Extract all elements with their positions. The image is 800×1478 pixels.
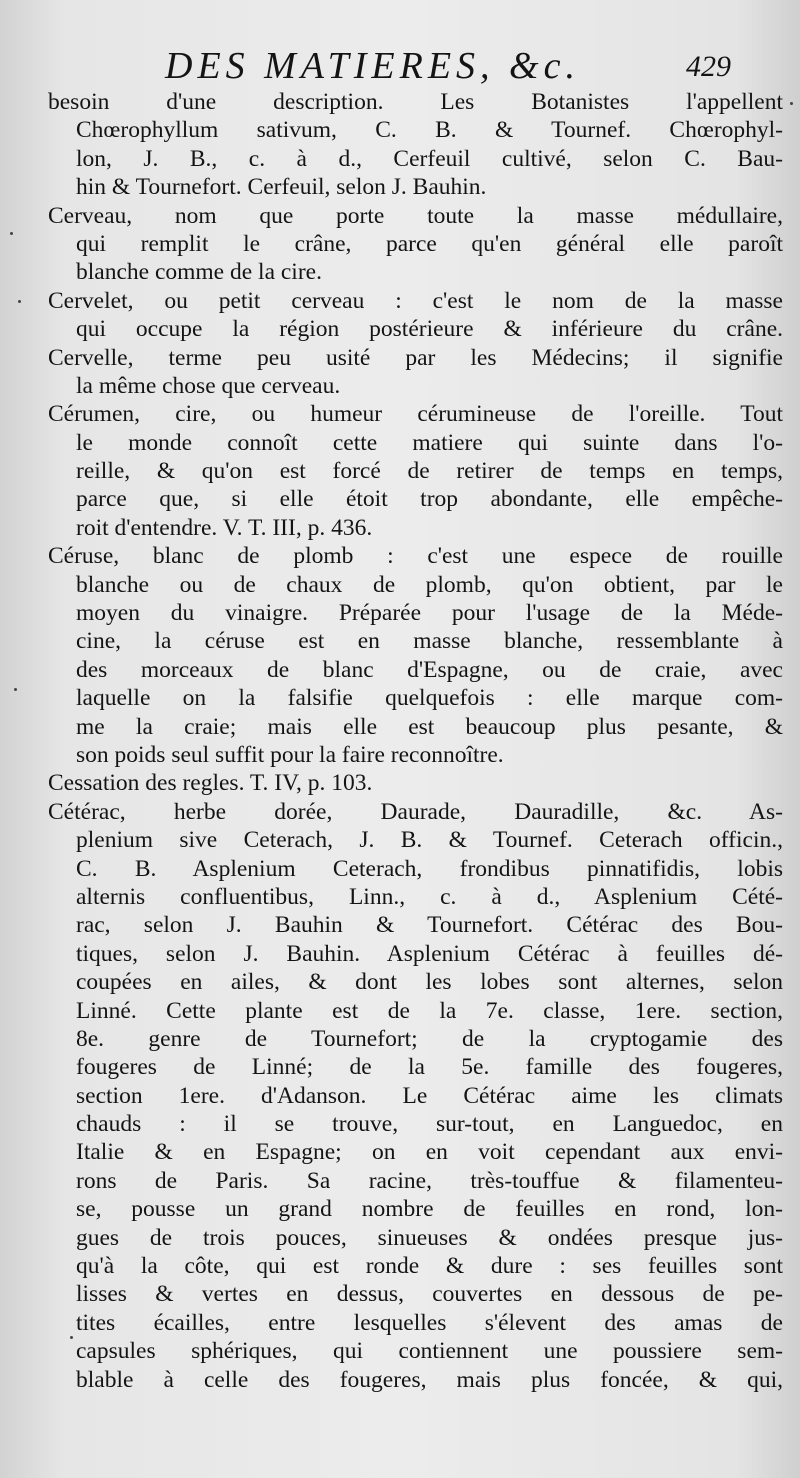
text-line: se, pousse un grand nombre de feuilles en rond, lon- bbox=[76, 1196, 783, 1223]
text-line: Cérumen, cire, ou humeur cérumineuse de l'oreille. Tout bbox=[48, 401, 783, 428]
text-line: lisses & vertes en dessus, couvertes en dessous de pe- bbox=[76, 1281, 783, 1308]
text-line: Italie & en Espagne; on en voit cependant aux envi- bbox=[76, 1139, 783, 1166]
running-header bbox=[0, 44, 800, 88]
text-line: 8e. genre de Tournefort; de la cryptogamie des bbox=[76, 1025, 783, 1052]
text-line: rac, selon J. Bauhin & Tournefort. Cétérac des Bou- bbox=[76, 912, 783, 939]
text-line: des morceaux de blanc d'Espagne, ou de craie, avec bbox=[76, 656, 783, 683]
text-line: Cerveau, nom que porte toute la masse médullaire, bbox=[48, 202, 783, 229]
text-line: me la craie; mais elle est beaucoup plus pesante, & bbox=[76, 713, 783, 740]
text-line: cine, la céruse est en masse blanche, ressemblante à bbox=[76, 628, 783, 655]
text-line: Chœrophyllum sativum, C. B. & Tournef. Chœrophyl- bbox=[76, 117, 783, 144]
text-line: Linné. Cette plante est de la 7e. classe, 1ere. section, bbox=[76, 997, 783, 1024]
text-line: moyen du vinaigre. Préparée pour l'usage de la Méde- bbox=[76, 600, 783, 627]
text-line: coupées en ailes, & dont les lobes sont alternes, selon bbox=[76, 969, 783, 996]
text-line: reille, & qu'on est forcé de retirer de temps en temps, bbox=[76, 458, 783, 485]
text-line: blanche comme de la cire. bbox=[76, 259, 322, 286]
print-speck bbox=[18, 300, 21, 303]
text-line: Cessation des regles. T. IV, p. 103. bbox=[48, 770, 373, 797]
text-line: le monde connoît cette matiere qui suinte dans l'o- bbox=[76, 429, 783, 456]
text-line: Céruse, blanc de plomb : c'est une espece de rouille bbox=[48, 543, 783, 570]
text-line: blanche ou de chaux de plomb, qu'on obtient, par le bbox=[76, 571, 783, 598]
text-line: rons de Paris. Sa racine, très-touffue & filamenteu- bbox=[76, 1167, 783, 1194]
text-line: blable à celle des fougeres, mais plus foncée, & qui, bbox=[76, 1366, 783, 1393]
text-line: qui occupe la région postérieure & inférieure du crâne. bbox=[76, 316, 783, 343]
text-line: son poids seul suffit pour la faire reconnoître. bbox=[76, 741, 504, 768]
text-line: parce que, si elle étoit trop abondante, elle empêche- bbox=[76, 486, 783, 513]
running-title: DES MATIERES, &c. bbox=[165, 45, 580, 87]
print-speck bbox=[790, 102, 793, 105]
text-line: Cervelet, ou petit cerveau : c'est le nom de la masse bbox=[48, 287, 783, 314]
print-speck bbox=[70, 1336, 73, 1339]
text-line: qui remplit le crâne, parce qu'en général elle paroît bbox=[76, 230, 783, 257]
text-line: alternis confluentibus, Linn., c. à d., Asplenium Cété- bbox=[76, 883, 783, 910]
text-line: roit d'entendre. V. T. III, p. 436. bbox=[76, 514, 373, 541]
text-line: lon, J. B., c. à d., Cerfeuil cultivé, selon C. Bau- bbox=[76, 145, 783, 172]
text-line: section 1ere. d'Adanson. Le Cétérac aime les climats bbox=[76, 1082, 783, 1109]
text-line: tiques, selon J. Bauhin. Asplenium Cétérac à feuilles dé- bbox=[76, 940, 783, 967]
page-body-text bbox=[48, 88, 783, 1394]
text-line: Cétérac, herbe dorée, Daurade, Dauradille, &c. As- bbox=[48, 798, 783, 825]
text-line: la même chose que cerveau. bbox=[76, 372, 341, 399]
text-line: qu'à la côte, qui est ronde & dure : ses feuilles sont bbox=[76, 1253, 783, 1280]
text-line: Cervelle, terme peu usité par les Médecins; il signifie bbox=[48, 344, 783, 371]
page-number: 429 bbox=[686, 50, 731, 83]
text-line: besoin d'une description. Les Botanistes l'appellent bbox=[48, 89, 783, 115]
text-line: gues de trois pouces, sinueuses & ondées presque jus- bbox=[76, 1224, 783, 1251]
text-line: tites écailles, entre lesquelles s'élevent des amas de bbox=[76, 1309, 783, 1336]
print-speck bbox=[14, 688, 17, 691]
print-speck bbox=[10, 232, 13, 235]
text-line: C. B. Asplenium Ceterach, frondibus pinnatifidis, lobis bbox=[76, 855, 783, 882]
text-line: hin & Tournefort. Cerfeuil, selon J. Bauhin. bbox=[76, 174, 487, 201]
text-line: plenium sive Ceterach, J. B. & Tournef. Ceterach officin., bbox=[76, 827, 783, 854]
text-line: capsules sphériques, qui contiennent une poussiere sem- bbox=[76, 1338, 783, 1365]
text-line: chauds : il se trouve, sur-tout, en Languedoc, en bbox=[76, 1111, 783, 1138]
text-line: laquelle on la falsifie quelquefois : elle marque com- bbox=[76, 685, 783, 712]
text-line: fougeres de Linné; de la 5e. famille des fougeres, bbox=[76, 1054, 783, 1081]
